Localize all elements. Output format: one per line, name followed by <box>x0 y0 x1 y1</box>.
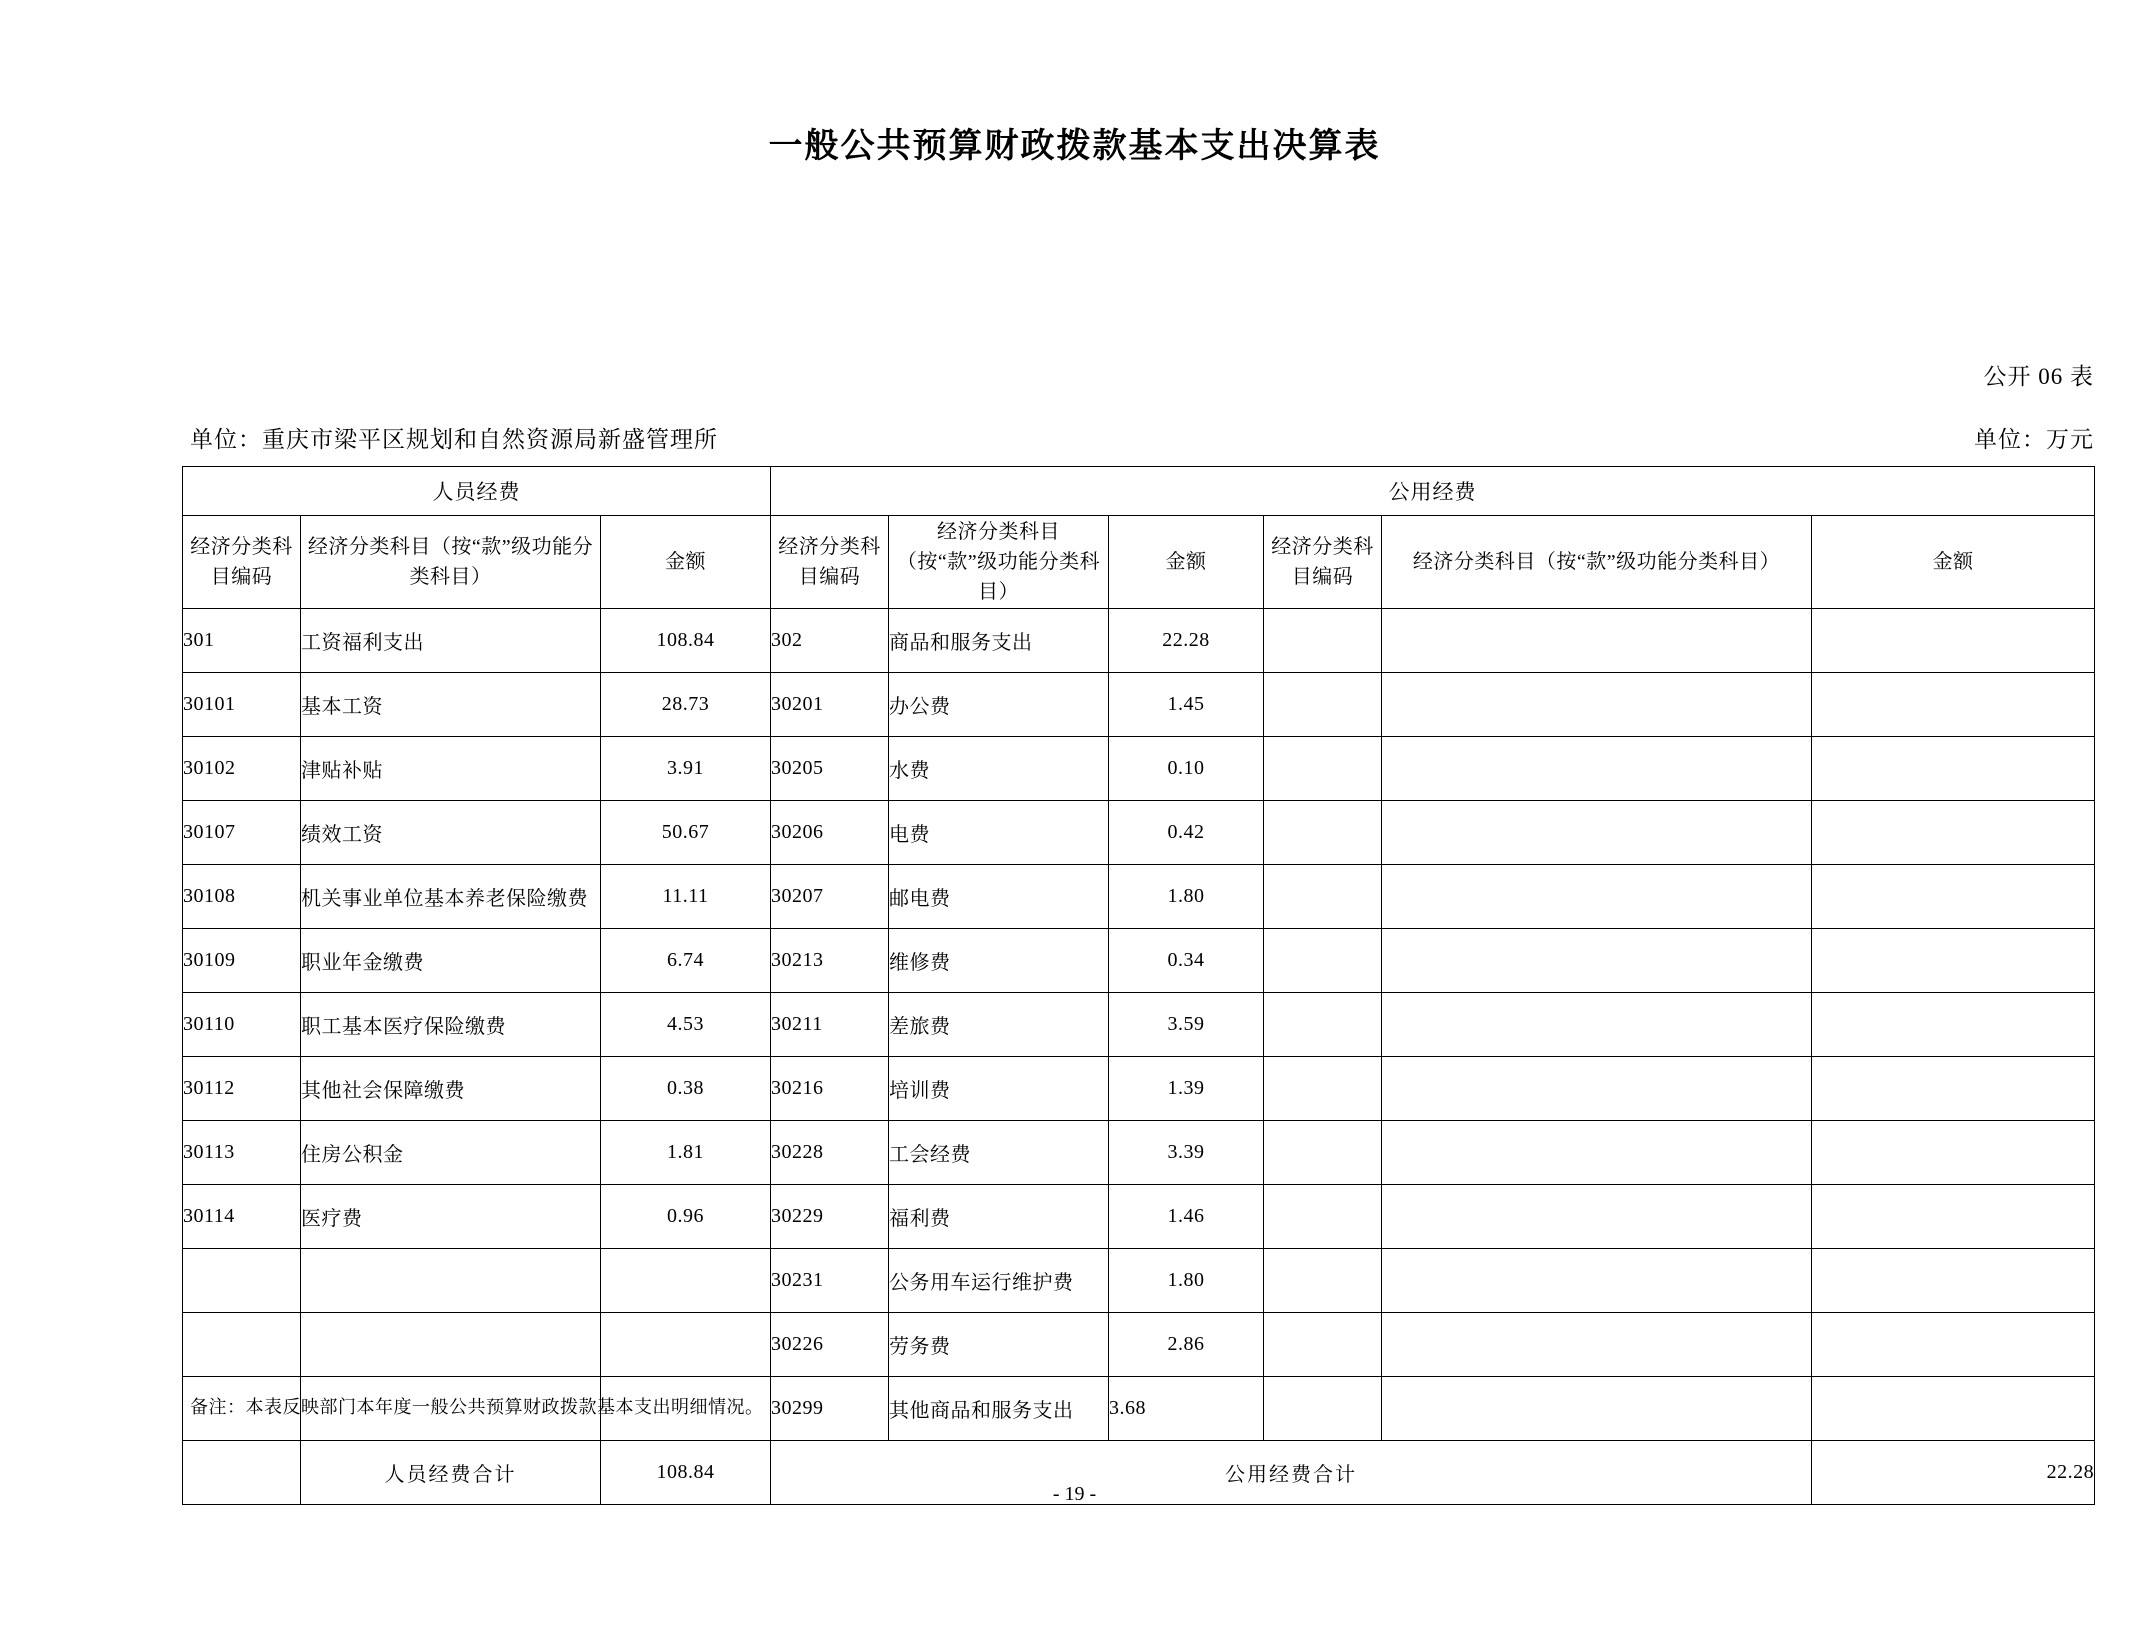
cell-extra-name <box>1382 1249 1812 1313</box>
cell-personnel-name: 机关事业单位基本养老保险缴费 <box>301 865 601 929</box>
cell-personnel-amount: 108.84 <box>601 609 771 673</box>
table-group-header-row <box>183 467 2095 516</box>
cell-public-amount: 0.10 <box>1109 737 1264 801</box>
cell-extra-amount <box>1812 801 2095 865</box>
cell-public-code: 30206 <box>771 801 889 865</box>
cell-public-amount: 1.39 <box>1109 1057 1264 1121</box>
cell-personnel-amount: 3.91 <box>601 737 771 801</box>
cell-extra-amount <box>1812 673 2095 737</box>
table-row <box>183 929 2095 993</box>
cell-public-amount: 1.45 <box>1109 673 1264 737</box>
cell-extra-name <box>1382 673 1812 737</box>
cell-personnel-amount: 11.11 <box>601 865 771 929</box>
cell-personnel-amount <box>601 1249 771 1313</box>
cell-personnel-code: 30108 <box>183 865 301 929</box>
cell-personnel-name <box>301 1249 601 1313</box>
col-header-name-3: 经济分类科目（按“款”级功能分类科目） <box>1382 516 1812 609</box>
cell-extra-amount <box>1812 1249 2095 1313</box>
cell-extra-name <box>1382 801 1812 865</box>
meta-row <box>190 421 2094 454</box>
group-header-public: 公用经费 <box>771 467 2095 516</box>
cell-public-amount: 1.46 <box>1109 1185 1264 1249</box>
table-row <box>183 993 2095 1057</box>
cell-extra-name <box>1382 1377 1812 1441</box>
cell-public-code: 30226 <box>771 1313 889 1377</box>
cell-public-code: 30205 <box>771 737 889 801</box>
cell-public-code: 30213 <box>771 929 889 993</box>
cell-personnel-name: 职业年金缴费 <box>301 929 601 993</box>
cell-extra-name <box>1382 1057 1812 1121</box>
cell-extra-name <box>1382 929 1812 993</box>
cell-extra-name <box>1382 1185 1812 1249</box>
cell-personnel-name <box>301 1313 601 1377</box>
cell-personnel-code: 30112 <box>183 1057 301 1121</box>
cell-extra-code <box>1264 929 1382 993</box>
cell-extra-code <box>1264 673 1382 737</box>
cell-public-amount: 0.34 <box>1109 929 1264 993</box>
total-personnel-label: 人员经费合计 <box>301 1441 601 1505</box>
cell-public-code: 30216 <box>771 1057 889 1121</box>
total-public-amount: 22.28 <box>1812 1441 2095 1505</box>
total-public-label: 公用经费合计 <box>771 1441 1812 1505</box>
table-row <box>183 1249 2095 1313</box>
cell-personnel-code: 30101 <box>183 673 301 737</box>
cell-public-name: 福利费 <box>889 1185 1109 1249</box>
table-row <box>183 737 2095 801</box>
page-title: 一般公共预算财政拨款基本支出决算表 <box>768 128 1381 165</box>
cell-extra-amount <box>1812 737 2095 801</box>
cell-personnel-name: 住房公积金 <box>301 1121 601 1185</box>
cell-personnel-name: 职工基本医疗保险缴费 <box>301 993 601 1057</box>
cell-personnel-name: 津贴补贴 <box>301 737 601 801</box>
cell-extra-name <box>1382 1313 1812 1377</box>
cell-public-code: 30299 <box>771 1377 889 1441</box>
table-row <box>183 1313 2095 1377</box>
cell-public-code: 30211 <box>771 993 889 1057</box>
cell-extra-code <box>1264 993 1382 1057</box>
cell-extra-code <box>1264 1249 1382 1313</box>
cell-personnel-amount: 0.96 <box>601 1185 771 1249</box>
cell-public-name: 公务用车运行维护费 <box>889 1249 1109 1313</box>
budget-table <box>182 466 2095 1505</box>
cell-public-code: 30228 <box>771 1121 889 1185</box>
col-header-code-1: 经济分类科目编码 <box>183 516 301 609</box>
cell-personnel-amount: 50.67 <box>601 801 771 865</box>
col-header-amount-1: 金额 <box>601 516 771 609</box>
cell-public-name: 维修费 <box>889 929 1109 993</box>
cell-extra-code <box>1264 609 1382 673</box>
table-row <box>183 1185 2095 1249</box>
cell-personnel-name: 医疗费 <box>301 1185 601 1249</box>
page-number: - 19 - <box>1052 1483 1097 1505</box>
cell-extra-name <box>1382 609 1812 673</box>
cell-extra-amount <box>1812 993 2095 1057</box>
cell-extra-name <box>1382 737 1812 801</box>
cell-personnel-code: 30110 <box>183 993 301 1057</box>
cell-personnel-amount: 28.73 <box>601 673 771 737</box>
cell-personnel-name: 基本工资 <box>301 673 601 737</box>
department-unit-label: 单位：重庆市梁平区规划和自然资源局新盛管理所 <box>190 427 718 452</box>
cell-public-amount: 3.68 <box>1109 1377 1264 1441</box>
cell-personnel-code: 30114 <box>183 1185 301 1249</box>
table-row <box>183 673 2095 737</box>
cell-public-amount: 3.39 <box>1109 1121 1264 1185</box>
cell-extra-name <box>1382 865 1812 929</box>
cell-public-code: 30229 <box>771 1185 889 1249</box>
cell-personnel-amount: 1.81 <box>601 1121 771 1185</box>
col-header-code-3: 经济分类科目编码 <box>1264 516 1382 609</box>
cell-extra-code <box>1264 1377 1382 1441</box>
cell-extra-amount <box>1812 1121 2095 1185</box>
cell-personnel-code <box>183 1249 301 1313</box>
cell-extra-code <box>1264 1057 1382 1121</box>
cell-extra-amount <box>1812 1313 2095 1377</box>
cell-extra-name <box>1382 993 1812 1057</box>
table-note: 备注：本表反映部门本年度一般公共预算财政拨款基本支出明细情况。 <box>190 1397 764 1417</box>
table-row <box>183 609 2095 673</box>
cell-public-code: 30201 <box>771 673 889 737</box>
table-row <box>183 865 2095 929</box>
cell-extra-code <box>1264 1121 1382 1185</box>
cell-public-amount: 2.86 <box>1109 1313 1264 1377</box>
cell-public-name: 电费 <box>889 801 1109 865</box>
cell-extra-amount <box>1812 1377 2095 1441</box>
cell-public-name: 劳务费 <box>889 1313 1109 1377</box>
col-header-amount-3: 金额 <box>1812 516 2095 609</box>
col-header-name-1: 经济分类科目（按“款”级功能分类科目） <box>301 516 601 609</box>
amount-unit-label: 单位：万元 <box>1974 427 2094 452</box>
sheet-number: 公开 06 表 <box>1983 364 2094 389</box>
cell-personnel-amount: 4.53 <box>601 993 771 1057</box>
cell-personnel-amount: 6.74 <box>601 929 771 993</box>
cell-public-name: 水费 <box>889 737 1109 801</box>
cell-public-amount: 1.80 <box>1109 1249 1264 1313</box>
cell-public-name: 办公费 <box>889 673 1109 737</box>
cell-public-name: 其他商品和服务支出 <box>889 1377 1109 1441</box>
table-row <box>183 1057 2095 1121</box>
cell-extra-amount <box>1812 1057 2095 1121</box>
cell-public-name: 邮电费 <box>889 865 1109 929</box>
cell-public-amount: 3.59 <box>1109 993 1264 1057</box>
cell-public-amount: 1.80 <box>1109 865 1264 929</box>
cell-extra-name <box>1382 1121 1812 1185</box>
cell-public-amount: 22.28 <box>1109 609 1264 673</box>
cell-personnel-code: 301 <box>183 609 301 673</box>
cell-public-name: 工会经费 <box>889 1121 1109 1185</box>
cell-public-name: 商品和服务支出 <box>889 609 1109 673</box>
cell-extra-amount <box>1812 609 2095 673</box>
cell-extra-code <box>1264 737 1382 801</box>
cell-extra-code <box>1264 801 1382 865</box>
cell-public-name: 培训费 <box>889 1057 1109 1121</box>
cell-extra-code <box>1264 865 1382 929</box>
cell-extra-amount <box>1812 929 2095 993</box>
cell-public-name: 差旅费 <box>889 993 1109 1057</box>
document-page <box>0 118 2149 1638</box>
col-header-code-2: 经济分类科目编码 <box>771 516 889 609</box>
cell-personnel-amount <box>601 1313 771 1377</box>
cell-personnel-code: 30102 <box>183 737 301 801</box>
table-row <box>183 801 2095 865</box>
cell-personnel-amount: 0.38 <box>601 1057 771 1121</box>
cell-personnel-code: 30109 <box>183 929 301 993</box>
table-column-header-row <box>183 516 2095 609</box>
cell-extra-amount <box>1812 1185 2095 1249</box>
cell-personnel-code: 30113 <box>183 1121 301 1185</box>
cell-extra-amount <box>1812 865 2095 929</box>
group-header-personnel: 人员经费 <box>183 467 771 516</box>
cell-personnel-name: 其他社会保障缴费 <box>301 1057 601 1121</box>
col-header-name-2: 经济分类科目（按“款”级功能分类科目） <box>889 516 1109 609</box>
cell-personnel-name: 工资福利支出 <box>301 609 601 673</box>
cell-extra-code <box>1264 1185 1382 1249</box>
cell-extra-code <box>1264 1313 1382 1377</box>
col-header-amount-2: 金额 <box>1109 516 1264 609</box>
cell-public-amount: 0.42 <box>1109 801 1264 865</box>
cell-public-code: 302 <box>771 609 889 673</box>
cell-personnel-code: 30107 <box>183 801 301 865</box>
cell-public-code: 30207 <box>771 865 889 929</box>
cell-personnel-name: 绩效工资 <box>301 801 601 865</box>
cell-personnel-code <box>183 1313 301 1377</box>
cell-public-code: 30231 <box>771 1249 889 1313</box>
total-personnel-amount: 108.84 <box>601 1441 771 1505</box>
table-row <box>183 1121 2095 1185</box>
